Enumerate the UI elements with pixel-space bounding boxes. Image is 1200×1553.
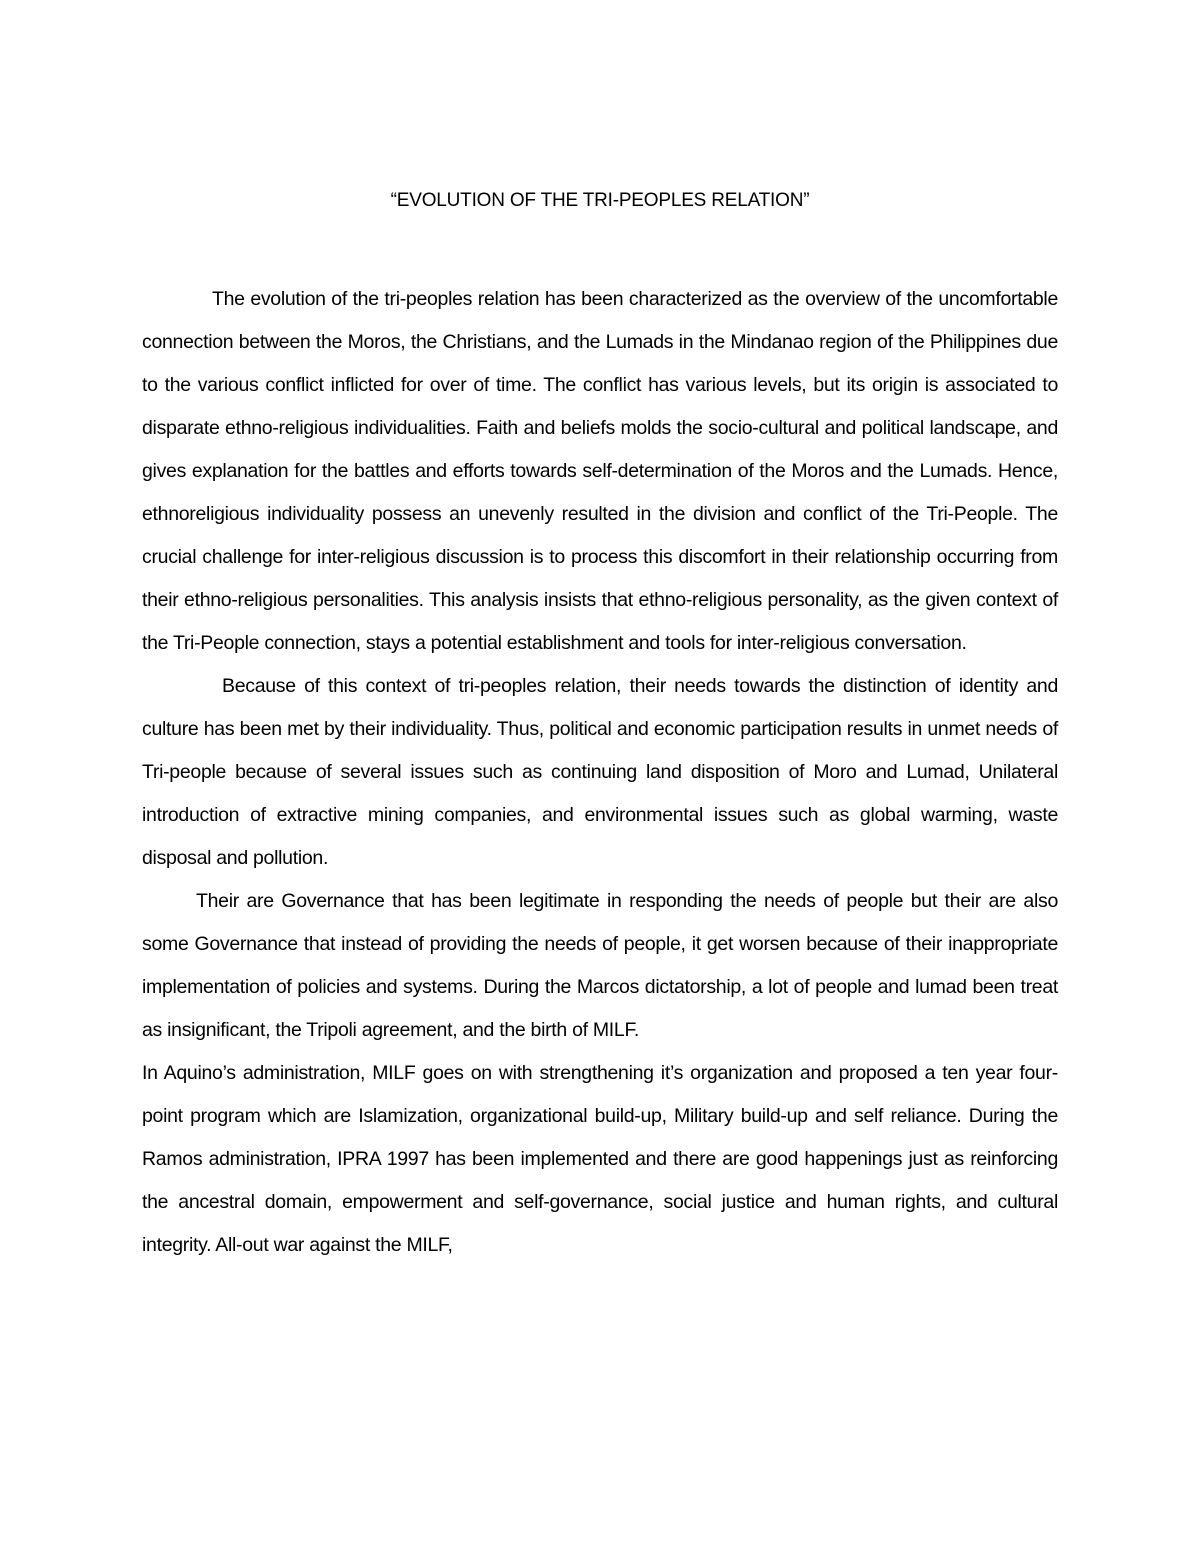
paragraph-1: The evolution of the tri-peoples relation has been characterized as the overview of the uncomfortable connection between the Moros, the Christians, and the Lumads in the Mindanao region of the Philippines due to the various conflict inflicted for over of time. The conflict has various levels, but its origin is associated to disparate ethno-religious individualities. Faith and beliefs molds the socio-cultural and political landscape, and gives explanation for the battles and efforts towards self-determination of the Moros and the Lumads. Hence, ethnoreligious individuality possess an unevenly resulted in the division and conflict of the Tri-People. The crucial challenge for inter-religious discussion is to process this discomfort in their relationship occurring from their ethno-religious personalities. This analysis insists that ethno-religious personality, as the given context of the Tri-People connection, stays a potential establishment and tools for inter-religious conversation. — [142, 288, 1058, 654]
document-body — [142, 278, 1058, 1267]
paragraph-4: In Aquino’s administration, MILF goes on with strengthening it’s organization and proposed a ten year four-point program which are Islamization, organizational build-up, Military build-up and self reliance. During the Ramos administration, IPRA 1997 has been implemented and there are good happenings just as reinforcing the ancestral domain, empowerment and self-governance, social justice and human rights, and cultural integrity. All-out war against the MILF, — [142, 1062, 1058, 1256]
paragraph-3: Their are Governance that has been legitimate in responding the needs of people but their are also some Governance that instead of providing the needs of people, it get worsen because of their inappropriate implementation of policies and systems. During the Marcos dictatorship, a lot of people and lumad been treat as insignificant, the Tripoli agreement, and the birth of MILF. — [142, 890, 1058, 1041]
paragraph-2: Because of this context of tri-peoples relation, their needs towards the distinction of identity and culture has been met by their individuality. Thus, political and economic participation results in unmet needs of Tri-people because of several issues such as continuing land disposition of Moro and Lumad, Unilateral introduction of extractive mining companies, and environmental issues such as global warming, waste disposal and pollution. — [142, 675, 1058, 869]
document-title: “EVOLUTION OF THE TRI-PEOPLES RELATION” — [390, 190, 810, 211]
